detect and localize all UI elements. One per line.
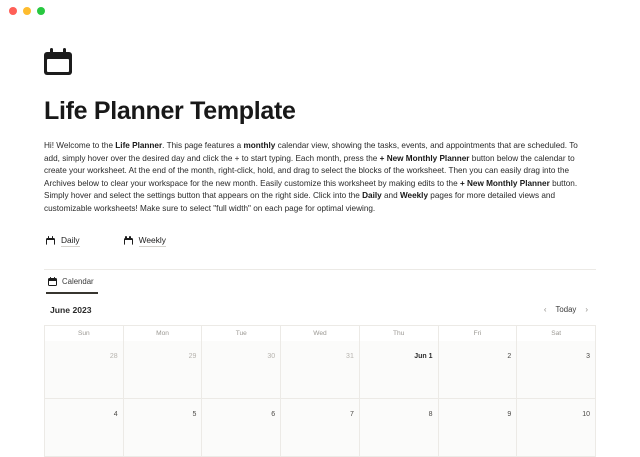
page-intro-text: Hi! Welcome to the Life Planner. This page features a monthly calendar view, showing the tasks, events, and appointments that are scheduled. To add, simply hover over the desired day and click the + to start typing. Each month, press the + New Monthly Planner button below the calendar to create your worksheet. At the end of the month, right-click, hold, and drag to select the blocks of the worksheet. Then you can easily drag into the Archives below to clear your workspace for the new month. Easily customize this worksheet by making edits to the + New Monthly Planner button. Simply hover and select the settings button that appears on the right side. Click into the Daily and Weekly pages for more detailed views and customizable worksheets! Make sure to select "full width" on each page for optimal viewing. [44,141,578,213]
calendar-day-cell[interactable] [360,341,439,399]
calendar-day-cell[interactable] [202,399,281,457]
calendar-icon [48,277,57,286]
calendar-icon [46,236,55,245]
calendar-day-header: Tue [202,326,281,341]
calendar-day-number: 10 [582,410,590,418]
calendar-day-cell[interactable] [281,399,360,457]
calendar-day-cell[interactable] [281,341,360,399]
calendar-day-header: Sun [45,326,124,341]
window-titlebar [0,0,640,22]
page-links-row [44,235,596,247]
calendar-day-cell[interactable] [517,399,596,457]
calendar-day-number: 31 [346,352,354,360]
window-close-button[interactable] [9,7,17,15]
calendar-day-number: 28 [109,352,118,360]
calendar-day-cell[interactable] [202,341,281,399]
calendar-icon [124,236,133,245]
calendar-day-number: 4 [113,410,118,418]
calendar-day-number: 8 [428,410,433,418]
page-icon[interactable] [44,48,74,78]
tab-calendar[interactable] [46,270,98,294]
calendar-day-cell[interactable] [124,399,203,457]
tab-label: Calendar [62,276,94,286]
calendar-day-cell[interactable] [360,399,439,457]
calendar-day-cell[interactable] [45,341,124,399]
calendar-week-row [45,399,596,457]
page-link-label: Weekly [138,234,166,245]
calendar-weeks [45,341,596,457]
page-title[interactable]: Life Planner Template [44,97,296,125]
page-link-daily[interactable] [46,235,80,247]
calendar-day-number: 9 [507,410,512,418]
window-maximize-button[interactable] [37,7,45,15]
calendar-day-header: Thu [360,326,439,341]
calendar-day-cell[interactable] [124,341,203,399]
calendar-day-number: 29 [188,352,197,360]
window-minimize-button[interactable] [23,7,31,15]
calendar-day-number: 30 [267,352,276,360]
calendar-day-number: 2 [507,352,512,360]
calendar-next-button[interactable]: › [585,304,588,314]
calendar-week-row [45,341,596,399]
calendar-prev-button[interactable]: ‹ [543,304,547,314]
calendar-day-cell[interactable] [439,399,518,457]
calendar-grid [44,325,596,457]
calendar-day-number: 6 [271,410,276,418]
database-view-tabs [44,270,596,294]
calendar-month-label: June 2023 [50,304,92,315]
calendar-day-number: 7 [349,410,354,418]
calendar-toolbar [44,300,596,320]
calendar-icon [44,48,72,75]
page-link-label: Daily [61,234,80,245]
calendar-day-number: Jun 1 [414,352,433,360]
calendar-today-button[interactable]: Today [555,305,577,315]
calendar-day-cell[interactable] [439,341,518,399]
page-content [0,48,640,457]
calendar-day-header: Wed [281,326,360,341]
page-link-weekly[interactable] [124,235,166,247]
calendar-day-cell[interactable] [517,341,596,399]
calendar-day-number: 3 [586,352,590,360]
calendar-day-number: 5 [192,410,197,418]
calendar-day-header: Mon [124,326,203,341]
calendar-day-headers [45,326,596,341]
calendar-day-header: Sat [517,326,596,341]
calendar-day-cell[interactable] [45,399,124,457]
calendar-day-header: Fri [439,326,518,341]
